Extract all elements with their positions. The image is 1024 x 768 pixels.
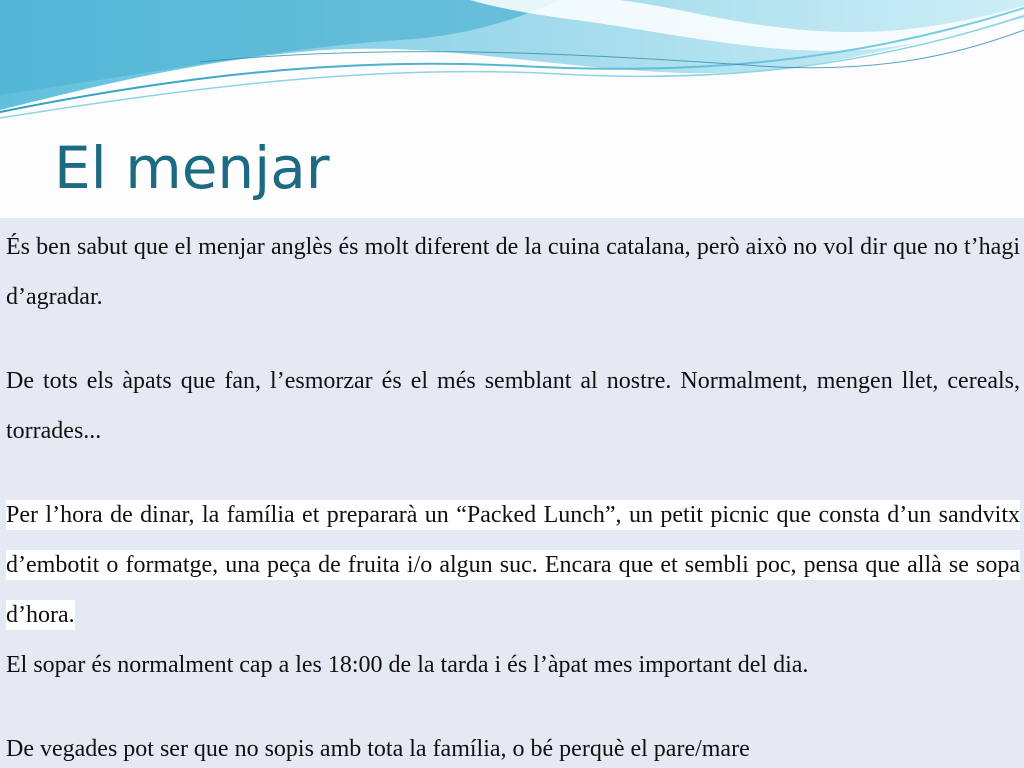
decorative-wave-banner: [0, 0, 1024, 130]
paragraph-3-text: Per l’hora de dinar, la família et prepararà un “Packed Lunch”, un petit picnic que consta d’un sandvitx d’embotit o formatge, una peça de fruita i/o algun suc. Encara que et sembli poc, pensa que allà se sopa d’hora.: [6, 502, 1020, 628]
paragraph-1: [6, 222, 1020, 322]
paragraph-5-text: De vegades pot ser que no sopis amb tota la família, o bé perquè el pare/mare: [6, 736, 750, 762]
paragraph-3: [6, 490, 1020, 640]
content-body: [6, 222, 1020, 768]
slide-title: El menjar: [54, 134, 330, 202]
paragraph-5: [6, 724, 1020, 768]
paragraph-4-text: El sopar és normalment cap a les 18:00 de la tarda i és l’àpat mes important del dia.: [6, 652, 809, 678]
paragraph-4: [6, 640, 1020, 690]
paragraph-1-text: És ben sabut que el menjar anglès és molt diferent de la cuina catalana, però això no vol dir que no t’hagi d’agradar.: [6, 234, 1020, 310]
paragraph-2-text: De tots els àpats que fan, l’esmorzar és el més semblant al nostre. Normalment, mengen llet, cereals, torrades...: [6, 368, 1020, 444]
paragraph-2: [6, 356, 1020, 456]
